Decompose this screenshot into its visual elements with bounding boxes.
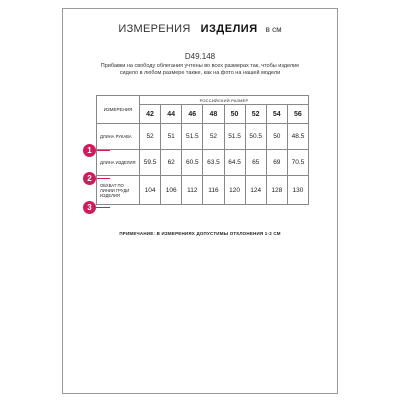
value-cell: 65 <box>245 150 266 176</box>
value-cell: 106 <box>161 176 182 205</box>
size-cell: 56 <box>287 105 308 124</box>
value-cell: 64.5 <box>224 150 245 176</box>
row-badge-3: 3 <box>83 201 96 214</box>
size-chart-sheet <box>62 8 338 394</box>
value-cell: 128 <box>266 176 287 205</box>
row-label: ДЛИНА РУКАВА <box>97 124 140 150</box>
value-cell: 59.5 <box>140 150 161 176</box>
footer-note: ПРИМЕЧАНИЕ: В ИЗМЕРЕНИЯХ ДОПУСТИМЫ ОТКЛОНЕНИЯ 1-2 СМ <box>119 231 281 236</box>
title-product: ИЗДЕЛИЯ <box>200 23 258 35</box>
value-cell: 124 <box>245 176 266 205</box>
value-cell: 120 <box>224 176 245 205</box>
title-unit: в см <box>265 25 282 34</box>
size-cell: 50 <box>224 105 245 124</box>
value-cell: 63.5 <box>203 150 224 176</box>
size-cell: 42 <box>140 105 161 124</box>
size-cell: 44 <box>161 105 182 124</box>
value-cell: 52 <box>203 124 224 150</box>
size-cell: 52 <box>245 105 266 124</box>
russian-size-header: РОССИЙСКИЙ РАЗМЕР <box>140 96 309 105</box>
value-cell: 69 <box>266 150 287 176</box>
value-cell: 130 <box>287 176 308 205</box>
value-cell: 60.5 <box>182 150 203 176</box>
table-row <box>97 124 309 150</box>
title-measurements: ИЗМЕРЕНИЯ <box>118 23 191 35</box>
value-cell: 51 <box>161 124 182 150</box>
value-cell: 112 <box>182 176 203 205</box>
page-title <box>63 19 337 37</box>
size-cell: 48 <box>203 105 224 124</box>
value-cell: 50.5 <box>245 124 266 150</box>
row-badge-1: 1 <box>83 144 96 157</box>
intro-note: Прибавки на свободу облегания учтены во всех размерах так, чтобы изделие сидело в любом размере также, как на фото на нашей модели <box>100 63 300 76</box>
value-cell: 51.5 <box>182 124 203 150</box>
size-cell: 54 <box>266 105 287 124</box>
value-cell: 48.5 <box>287 124 308 150</box>
value-cell: 104 <box>140 176 161 205</box>
row-label: ДЛИНА ИЗДЕЛИЯ <box>97 150 140 176</box>
measurements-table <box>96 95 309 205</box>
value-cell: 62 <box>161 150 182 176</box>
measurements-header: ИЗМЕРЕНИЯ <box>97 96 140 124</box>
value-cell: 51.5 <box>224 124 245 150</box>
table-row <box>97 150 309 176</box>
article-number: D49.148 <box>184 52 216 61</box>
value-cell: 52 <box>140 124 161 150</box>
value-cell: 50 <box>266 124 287 150</box>
table-row <box>97 176 309 205</box>
row-badge-2: 2 <box>83 172 96 185</box>
row-label: ОБХВАТ ПО ЛИНИИ ГРУДИ ИЗДЕЛИЯ <box>97 176 140 205</box>
table-header-row <box>97 96 309 105</box>
value-cell: 116 <box>203 176 224 205</box>
size-cell: 46 <box>182 105 203 124</box>
value-cell: 70.5 <box>287 150 308 176</box>
